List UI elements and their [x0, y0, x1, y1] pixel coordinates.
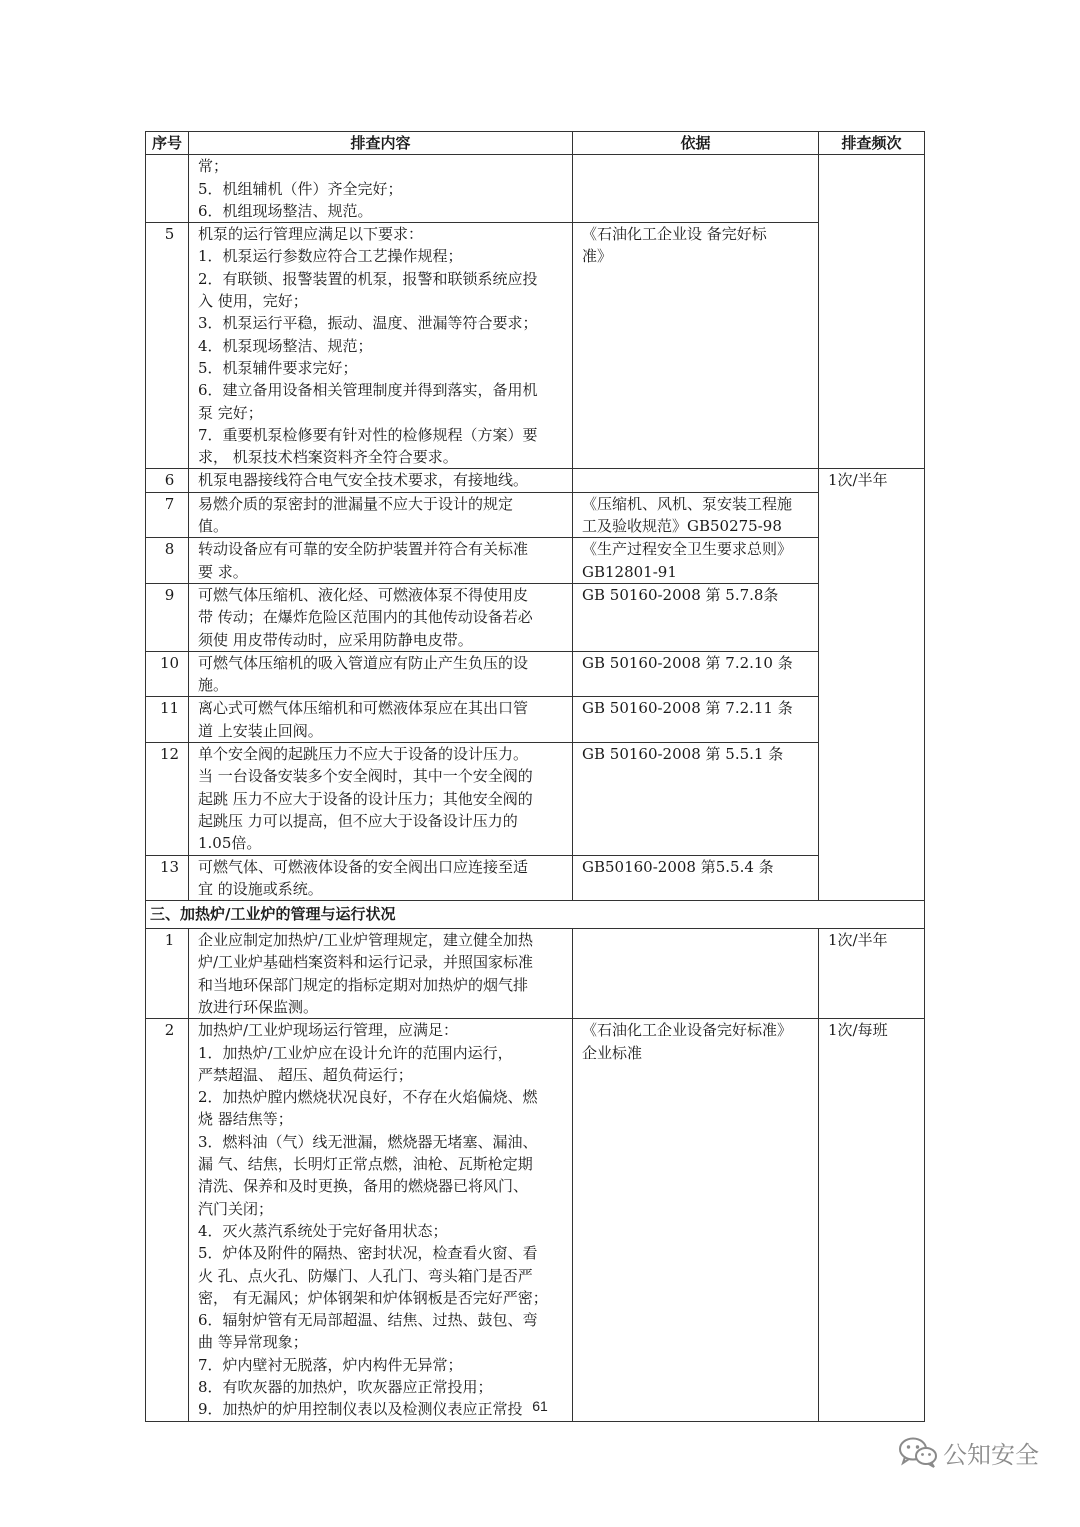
row-content: 单个安全阀的起跳压力不应大于设备的设计压力。 当 一台设备安装多个安全阀时，其中一个安全阀的 起跳 压力不应大于设备的设计压力；其他安全阀的 起跳压 力可以提高，但不应大于设备设计压力的 1.05倍。	[189, 743, 573, 855]
row-basis: 《压缩机、风机、泵安装工程施 工及验收规范》GB50275-98	[573, 492, 819, 538]
row-basis: 《生产过程安全卫生要求总则》 GB12801-91	[573, 538, 819, 584]
row-content: 转动设备应有可靠的安全防护装置并符合有关标准 要 求。	[189, 538, 573, 584]
row-number	[146, 155, 189, 223]
row-frequency: 1次/半年	[819, 469, 925, 901]
row-number: 12	[146, 743, 189, 855]
row-content: 可燃气体压缩机的吸入管道应有防止产生负压的设 施。	[189, 651, 573, 697]
table-header-row	[146, 132, 925, 155]
header-content: 排查内容	[189, 132, 573, 155]
row-number: 9	[146, 583, 189, 651]
row-basis	[573, 469, 819, 492]
row-basis	[573, 929, 819, 1019]
row-basis: GB 50160-2008 第 7.2.10 条	[573, 651, 819, 697]
wechat-icon	[897, 1434, 939, 1470]
row-basis: 《石油化工企业设备完好标准》 企业标准	[573, 1019, 819, 1421]
row-content: 企业应制定加热炉/工业炉管理规定，建立健全加热 炉/工业炉基础档案资料和运行记录，并照国家标准 和当地环保部门规定的指标定期对加热炉的烟气排 放进行环保监测。	[189, 929, 573, 1019]
table-row	[146, 155, 925, 223]
row-basis: GB50160-2008 第5.5.4 条	[573, 855, 819, 901]
row-number: 13	[146, 855, 189, 901]
section-header-row	[146, 901, 925, 929]
table-row	[146, 538, 925, 584]
inspection-table	[145, 131, 925, 1422]
table-row	[146, 469, 925, 492]
row-number: 7	[146, 492, 189, 538]
table-row	[146, 223, 925, 469]
row-basis: GB 50160-2008 第 5.5.1 条	[573, 743, 819, 855]
table-row	[146, 855, 925, 901]
row-content: 加热炉/工业炉现场运行管理，应满足： 1．加热炉/工业炉应在设计允许的范围内运行， 严禁超温、 超压、超负荷运行； 2．加热炉膛内燃烧状况良好，不存在火焰偏烧、燃 烧 器结焦等； 3．燃料油（气）线无泄漏，燃烧器无堵塞、漏油、 漏 气、结焦，长明灯正常点燃，油枪、瓦斯枪定期 清洗、保养和及时更换，备用的燃烧器已将风门、 汽门关闭； 4．灭火蒸汽系统处于完好备用状态； 5．炉体及附件的隔热、密封状况，检查看火窗、看 火 孔、点火孔、防爆门、人孔门、弯头箱门是否严 密， 有无漏风；炉体钢架和炉体钢板是否完好严密； 6．辐射炉管有无局部超温、结焦、过热、鼓包、弯 曲 等异常现象； 7．炉内壁衬无脱落，炉内构件无异常； 8．有吹灰器的加热炉，吹灰器应正常投用； 9．加热炉的炉用控制仪表以及检测仪表应正常投	[189, 1019, 573, 1421]
row-basis: GB 50160-2008 第 7.2.11 条	[573, 697, 819, 743]
table-row	[146, 929, 925, 1019]
row-number: 1	[146, 929, 189, 1019]
table-row	[146, 651, 925, 697]
table-row	[146, 697, 925, 743]
row-number: 2	[146, 1019, 189, 1421]
row-content: 机泵的运行管理应满足以下要求： 1．机泵运行参数应符合工艺操作规程； 2．有联锁、报警装置的机泵，报警和联锁系统应投 入 使用，完好； 3．机泵运行平稳，振动、温度、泄漏等符合要求； 4．机泵现场整洁、规范； 5．机泵辅件要求完好； 6．建立备用设备相关管理制度并得到落实，备用机 泵 完好； 7．重要机泵检修要有针对性的检修规程（方案）要 求， 机泵技术档案资料齐全符合要求。	[189, 223, 573, 469]
table-row	[146, 583, 925, 651]
row-content: 机泵电器接线符合电气安全技术要求，有接地线。	[189, 469, 573, 492]
row-content: 可燃气体压缩机、液化烃、可燃液体泵不得使用皮 带 传动；在爆炸危险区范围内的其他传动设备若必 须使 用皮带传动时，应采用防静电皮带。	[189, 583, 573, 651]
header-no: 序号	[146, 132, 189, 155]
row-frequency	[819, 155, 925, 469]
row-number: 8	[146, 538, 189, 584]
row-content: 可燃气体、可燃液体设备的安全阀出口应连接至适 宜 的设施或系统。	[189, 855, 573, 901]
section-title: 三、加热炉/工业炉的管理与运行状况	[146, 901, 925, 929]
table-row	[146, 1019, 925, 1421]
header-frequency: 排查频次	[819, 132, 925, 155]
table-row	[146, 492, 925, 538]
row-frequency: 1次/每班	[819, 1019, 925, 1421]
row-basis: 《石油化工企业设 备完好标 准》	[573, 223, 819, 469]
row-number: 6	[146, 469, 189, 492]
row-number: 5	[146, 223, 189, 469]
header-basis: 依据	[573, 132, 819, 155]
page-number: 61	[532, 1398, 548, 1414]
row-frequency: 1次/半年	[819, 929, 925, 1019]
watermark-text: 公知安全	[943, 1440, 1039, 1469]
row-content: 离心式可燃气体压缩机和可燃液体泵应在其出口管 道 上安装止回阀。	[189, 697, 573, 743]
table-row	[146, 743, 925, 855]
watermark	[897, 1432, 1057, 1472]
row-number: 10	[146, 651, 189, 697]
row-basis	[573, 155, 819, 223]
row-content: 易燃介质的泵密封的泄漏量不应大于设计的规定 值。	[189, 492, 573, 538]
row-number: 11	[146, 697, 189, 743]
row-content: 常； 5．机组辅机（件）齐全完好； 6．机组现场整洁、规范。	[189, 155, 573, 223]
row-basis: GB 50160-2008 第 5.7.8条	[573, 583, 819, 651]
